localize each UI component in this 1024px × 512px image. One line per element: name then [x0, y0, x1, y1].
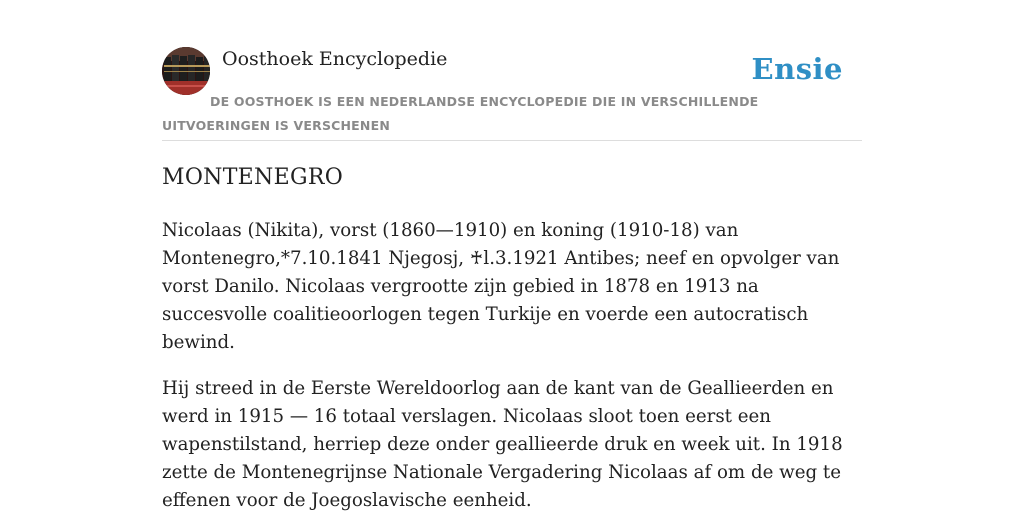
- article-paragraph: Hij streed in de Eerste Wereldoorlog aan de kant van de Geallieerden en werd in 1915 — 16 totaal verslagen. Nicolaas sloot toen eerst een wapenstilstand, herriep deze onder geallieerde druk en week uit. In 1918 zette de Montenegrijnse Nationale Vergadering Nicolaas af om de weg te effenen voor de Joegoslavische eenheid.: [162, 378, 843, 511]
- article-title: MONTENEGRO: [162, 165, 344, 190]
- brand-logo[interactable]: Ensie: [751, 52, 843, 86]
- site-header: [162, 46, 862, 141]
- encyclopedia-books-icon[interactable]: [162, 47, 210, 95]
- site-tagline: DE OOSTHOEK IS EEN NEDERLANDSE ENCYCLOPEDIE DIE IN VERSCHILLENDE UITVOERINGEN IS VERSCHENEN: [162, 94, 759, 133]
- article-paragraph: Nicolaas (Nikita), vorst (1860—1910) en koning (1910-18) van Montenegro,*7.10.1841 Njegosj, ♰l.3.1921 Antibes; neef en opvolger van vorst Danilo. Nicolaas vergrootte zijn gebied in 1878 en 1913 na succesvolle coalitieoorlogen tegen Turkije en voerde een autocratisch bewind.: [162, 220, 840, 353]
- article: [162, 162, 864, 512]
- site-title[interactable]: Oosthoek Encyclopedie: [222, 48, 448, 70]
